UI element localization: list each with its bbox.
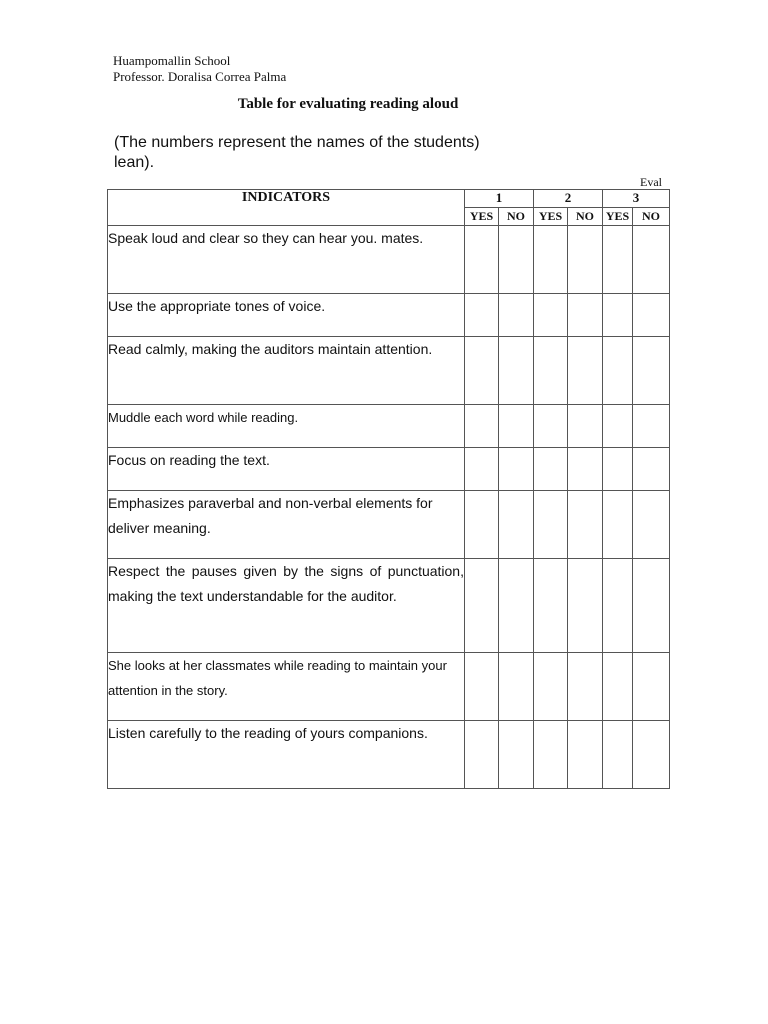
- indicator-text: Emphasizes paraverbal and non-verbal elements for deliver meaning.: [108, 491, 465, 559]
- student-2-no-cell: [568, 226, 603, 294]
- student-2-yes-header: YES: [534, 208, 568, 226]
- table-row: [108, 491, 670, 559]
- indicator-text: Respect the pauses given by the signs of punctuation, making the text understandable for the auditor.: [108, 559, 465, 653]
- student-3-yes-cell: [603, 721, 633, 789]
- student-1-no-cell: [499, 448, 534, 491]
- student-2-no-cell: [568, 559, 603, 653]
- student-3-yes-cell: [603, 294, 633, 337]
- table-row: [108, 405, 670, 448]
- table-row: [108, 559, 670, 653]
- student-1-no-cell: [499, 405, 534, 448]
- student-3-yes-header: YES: [603, 208, 633, 226]
- student-3-no-header: NO: [633, 208, 670, 226]
- table-row: [108, 226, 670, 294]
- student-3-yes-cell: [603, 405, 633, 448]
- student-1-no-cell: [499, 337, 534, 405]
- indicator-text: Listen carefully to the reading of yours companions.: [108, 721, 465, 789]
- student-1-yes-cell: [465, 448, 499, 491]
- student-3-no-cell: [633, 448, 670, 491]
- indicator-text: Use the appropriate tones of voice.: [108, 294, 465, 337]
- student-3-yes-cell: [603, 337, 633, 405]
- table-row: [108, 721, 670, 789]
- student-2-no-cell: [568, 337, 603, 405]
- indicator-text: Speak loud and clear so they can hear you. mates.: [108, 226, 465, 294]
- student-1-no-cell: [499, 226, 534, 294]
- student-2-yes-cell: [534, 559, 568, 653]
- evaluation-table: [107, 189, 670, 789]
- student-2-no-cell: [568, 721, 603, 789]
- table-row: [108, 294, 670, 337]
- student-2-no-cell: [568, 294, 603, 337]
- indicator-text: Muddle each word while reading.: [108, 405, 465, 448]
- indicators-header: INDICATORS: [108, 190, 465, 226]
- student-3-no-cell: [633, 337, 670, 405]
- student-1-yes-cell: [465, 721, 499, 789]
- student-2-no-header: NO: [568, 208, 603, 226]
- student-3-no-cell: [633, 559, 670, 653]
- student-3-no-cell: [633, 491, 670, 559]
- student-2-yes-cell: [534, 653, 568, 721]
- student-1-no-cell: [499, 721, 534, 789]
- student-2-yes-cell: [534, 405, 568, 448]
- student-1-no-cell: [499, 294, 534, 337]
- student-2-yes-cell: [534, 448, 568, 491]
- document-title: Table for evaluating reading aloud: [237, 96, 459, 112]
- professor-name: Professor. Doralisa Correa Palma: [113, 69, 287, 84]
- table-row: [108, 448, 670, 491]
- student-2-no-cell: [568, 491, 603, 559]
- student-1-yes-cell: [465, 405, 499, 448]
- student-2-header: 2: [534, 190, 603, 208]
- student-3-yes-cell: [603, 653, 633, 721]
- student-1-no-cell: [499, 559, 534, 653]
- intro-line-1: (The numbers represent the names of the students): [114, 134, 480, 151]
- student-1-yes-cell: [465, 653, 499, 721]
- student-1-no-cell: [499, 491, 534, 559]
- student-3-yes-cell: [603, 559, 633, 653]
- table-row: [108, 337, 670, 405]
- student-3-no-cell: [633, 405, 670, 448]
- student-2-no-cell: [568, 448, 603, 491]
- student-3-yes-cell: [603, 448, 633, 491]
- student-3-no-cell: [633, 294, 670, 337]
- student-3-yes-cell: [603, 226, 633, 294]
- indicator-text: She looks at her classmates while reading to maintain your attention in the story.: [108, 653, 465, 721]
- student-1-yes-cell: [465, 491, 499, 559]
- student-1-no-header: NO: [499, 208, 534, 226]
- student-2-yes-cell: [534, 721, 568, 789]
- eval-label: Eval: [640, 175, 662, 189]
- student-1-yes-cell: [465, 559, 499, 653]
- intro-line-2: lean).: [114, 154, 155, 171]
- student-2-yes-cell: [534, 226, 568, 294]
- indicator-text: Read calmly, making the auditors maintain attention.: [108, 337, 465, 405]
- student-3-no-cell: [633, 226, 670, 294]
- student-3-no-cell: [633, 721, 670, 789]
- indicator-text: Focus on reading the text.: [108, 448, 465, 491]
- student-1-yes-header: YES: [465, 208, 499, 226]
- student-1-yes-cell: [465, 294, 499, 337]
- table-row: [108, 653, 670, 721]
- student-2-no-cell: [568, 405, 603, 448]
- student-2-yes-cell: [534, 491, 568, 559]
- student-2-no-cell: [568, 653, 603, 721]
- student-2-yes-cell: [534, 294, 568, 337]
- student-1-yes-cell: [465, 226, 499, 294]
- student-1-header: 1: [465, 190, 534, 208]
- student-1-no-cell: [499, 653, 534, 721]
- student-1-yes-cell: [465, 337, 499, 405]
- student-3-yes-cell: [603, 491, 633, 559]
- school-name: Huampomallin School: [113, 53, 231, 68]
- student-2-yes-cell: [534, 337, 568, 405]
- student-3-header: 3: [603, 190, 670, 208]
- student-3-no-cell: [633, 653, 670, 721]
